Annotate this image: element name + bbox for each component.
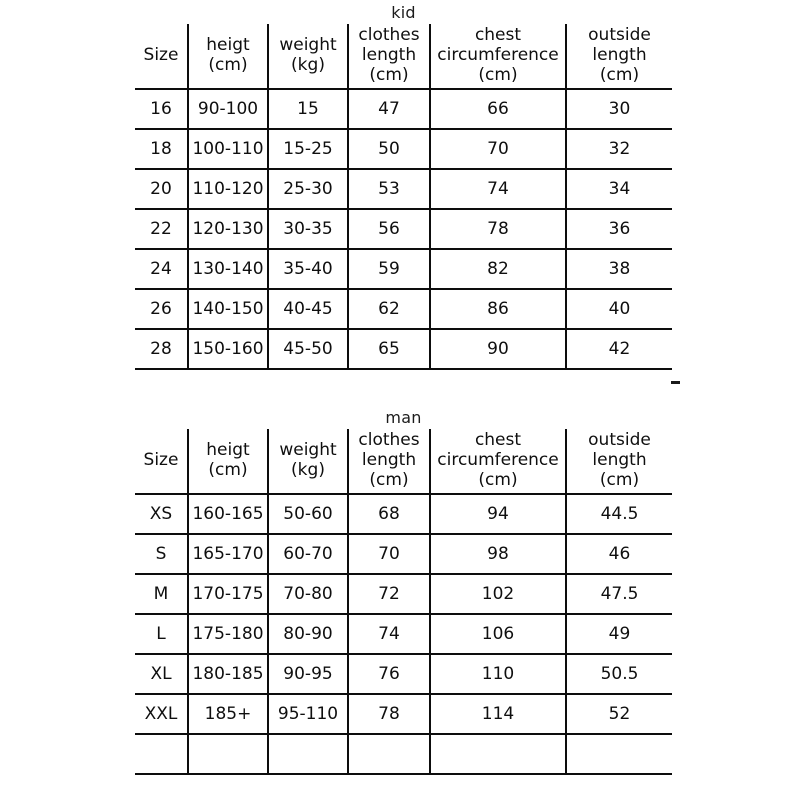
column-header-outside-length (566, 429, 672, 494)
cell-chest-circumference: 94 (430, 494, 566, 534)
table-row (135, 129, 672, 169)
table-row (135, 249, 672, 289)
cell-clothes-length: 76 (348, 654, 430, 694)
column-header-size (135, 429, 188, 494)
header-text: heigt (206, 35, 250, 55)
table-row (135, 89, 672, 129)
cell-outside-length: 49 (566, 614, 672, 654)
cell-height: 160-165 (188, 494, 268, 534)
kid-table-title: kid (391, 3, 416, 22)
header-subtext: length (592, 45, 647, 65)
header-text: outside (588, 430, 651, 450)
cell-outside-length: 38 (566, 249, 672, 289)
cell-height: 175-180 (188, 614, 268, 654)
header-subtext: (cm) (208, 460, 248, 480)
cell-size: 18 (135, 129, 188, 169)
cell-size: 22 (135, 209, 188, 249)
cell-weight (268, 734, 348, 774)
cell-size: 26 (135, 289, 188, 329)
cell-clothes-length: 70 (348, 534, 430, 574)
column-header-weight (268, 429, 348, 494)
cell-clothes-length: 72 (348, 574, 430, 614)
header-subtext: (kg) (291, 460, 325, 480)
table-row (135, 734, 672, 774)
header-subtext: length (592, 450, 647, 470)
cell-chest-circumference: 102 (430, 574, 566, 614)
cell-outside-length: 32 (566, 129, 672, 169)
cell-weight: 35-40 (268, 249, 348, 289)
cell-outside-length: 46 (566, 534, 672, 574)
header-text: chest (474, 430, 522, 450)
table-row (135, 289, 672, 329)
header-text: chest (474, 25, 522, 45)
kid-table-header (135, 24, 672, 89)
cell-chest-circumference: 74 (430, 169, 566, 209)
cell-size: S (135, 534, 188, 574)
cell-clothes-length: 56 (348, 209, 430, 249)
header-subtext: circumference (437, 450, 559, 470)
table-row (135, 694, 672, 734)
cell-weight: 45-50 (268, 329, 348, 369)
cell-weight: 15 (268, 89, 348, 129)
cell-height: 120-130 (188, 209, 268, 249)
cell-chest-circumference: 86 (430, 289, 566, 329)
table-row (135, 169, 672, 209)
cell-size: XS (135, 494, 188, 534)
cell-chest-circumference: 66 (430, 89, 566, 129)
column-header-outside-length (566, 24, 672, 89)
table-row (135, 329, 672, 369)
cell-size: L (135, 614, 188, 654)
cell-weight: 70-80 (268, 574, 348, 614)
cell-clothes-length: 68 (348, 494, 430, 534)
cell-height: 185+ (188, 694, 268, 734)
header-unit: (cm) (599, 470, 640, 490)
header-unit: (cm) (369, 470, 409, 490)
column-header-chest-circumference (430, 429, 566, 494)
cell-weight: 15-25 (268, 129, 348, 169)
cell-outside-length: 42 (566, 329, 672, 369)
cell-chest-circumference: 98 (430, 534, 566, 574)
cell-outside-length: 40 (566, 289, 672, 329)
cell-outside-length: 30 (566, 89, 672, 129)
header-text: heigt (206, 440, 250, 460)
cell-outside-length: 44.5 (566, 494, 672, 534)
cell-clothes-length: 53 (348, 169, 430, 209)
table-header-row (135, 429, 672, 494)
header-text: weight (279, 440, 337, 460)
cell-chest-circumference: 106 (430, 614, 566, 654)
cell-height: 140-150 (188, 289, 268, 329)
cell-height: 90-100 (188, 89, 268, 129)
header-text: clothes (358, 25, 420, 45)
kid-table-body (135, 89, 672, 369)
cell-height: 150-160 (188, 329, 268, 369)
cell-height: 180-185 (188, 654, 268, 694)
cell-size: XL (135, 654, 188, 694)
header-subtext: (kg) (291, 55, 325, 75)
cell-weight: 95-110 (268, 694, 348, 734)
kid-size-table (135, 24, 672, 370)
man-table-title: man (385, 408, 422, 427)
cell-size: 28 (135, 329, 188, 369)
cell-clothes-length: 47 (348, 89, 430, 129)
column-header-weight (268, 24, 348, 89)
table-row (135, 209, 672, 249)
table-header-row (135, 24, 672, 89)
column-header-clothes-length (348, 429, 430, 494)
cell-chest-circumference: 114 (430, 694, 566, 734)
cell-chest-circumference: 90 (430, 329, 566, 369)
column-header-size (135, 24, 188, 89)
cell-size: M (135, 574, 188, 614)
man-table-body (135, 494, 672, 774)
cell-outside-length: 36 (566, 209, 672, 249)
cell-chest-circumference (430, 734, 566, 774)
cell-size (135, 734, 188, 774)
cell-chest-circumference: 82 (430, 249, 566, 289)
cell-height: 170-175 (188, 574, 268, 614)
column-header-height (188, 24, 268, 89)
header-unit: (cm) (369, 65, 409, 85)
cell-weight: 40-45 (268, 289, 348, 329)
cell-height: 130-140 (188, 249, 268, 289)
cell-weight: 25-30 (268, 169, 348, 209)
cell-clothes-length: 65 (348, 329, 430, 369)
cell-clothes-length: 50 (348, 129, 430, 169)
kid-size-chart (135, 0, 672, 370)
cell-outside-length (566, 734, 672, 774)
cell-weight: 50-60 (268, 494, 348, 534)
header-text: outside (588, 25, 651, 45)
man-table-header (135, 429, 672, 494)
header-text: clothes (358, 430, 420, 450)
table-row (135, 494, 672, 534)
cell-clothes-length: 74 (348, 614, 430, 654)
header-text: Size (143, 450, 179, 470)
column-header-chest-circumference (430, 24, 566, 89)
cell-height (188, 734, 268, 774)
cell-chest-circumference: 110 (430, 654, 566, 694)
cell-size: 16 (135, 89, 188, 129)
scan-artifact-dash (671, 381, 680, 384)
cell-outside-length: 52 (566, 694, 672, 734)
table-row (135, 654, 672, 694)
cell-size: 24 (135, 249, 188, 289)
cell-clothes-length (348, 734, 430, 774)
column-header-height (188, 429, 268, 494)
man-size-table (135, 429, 672, 775)
table-row (135, 574, 672, 614)
table-row (135, 534, 672, 574)
cell-clothes-length: 62 (348, 289, 430, 329)
table-row (135, 614, 672, 654)
column-header-clothes-length (348, 24, 430, 89)
header-unit: (cm) (599, 65, 640, 85)
header-text: weight (279, 35, 337, 55)
cell-clothes-length: 59 (348, 249, 430, 289)
cell-clothes-length: 78 (348, 694, 430, 734)
cell-weight: 60-70 (268, 534, 348, 574)
header-subtext: circumference (437, 45, 559, 65)
header-subtext: length (361, 45, 417, 65)
header-unit: (cm) (478, 470, 518, 490)
header-subtext: length (361, 450, 417, 470)
cell-chest-circumference: 78 (430, 209, 566, 249)
cell-height: 110-120 (188, 169, 268, 209)
cell-weight: 30-35 (268, 209, 348, 249)
cell-height: 100-110 (188, 129, 268, 169)
cell-chest-circumference: 70 (430, 129, 566, 169)
header-subtext: (cm) (208, 55, 248, 75)
cell-outside-length: 34 (566, 169, 672, 209)
cell-size: 20 (135, 169, 188, 209)
cell-size: XXL (135, 694, 188, 734)
cell-weight: 90-95 (268, 654, 348, 694)
cell-outside-length: 47.5 (566, 574, 672, 614)
header-unit: (cm) (478, 65, 518, 85)
cell-outside-length: 50.5 (566, 654, 672, 694)
cell-height: 165-170 (188, 534, 268, 574)
header-text: Size (143, 45, 179, 65)
man-size-chart (135, 405, 672, 775)
cell-weight: 80-90 (268, 614, 348, 654)
